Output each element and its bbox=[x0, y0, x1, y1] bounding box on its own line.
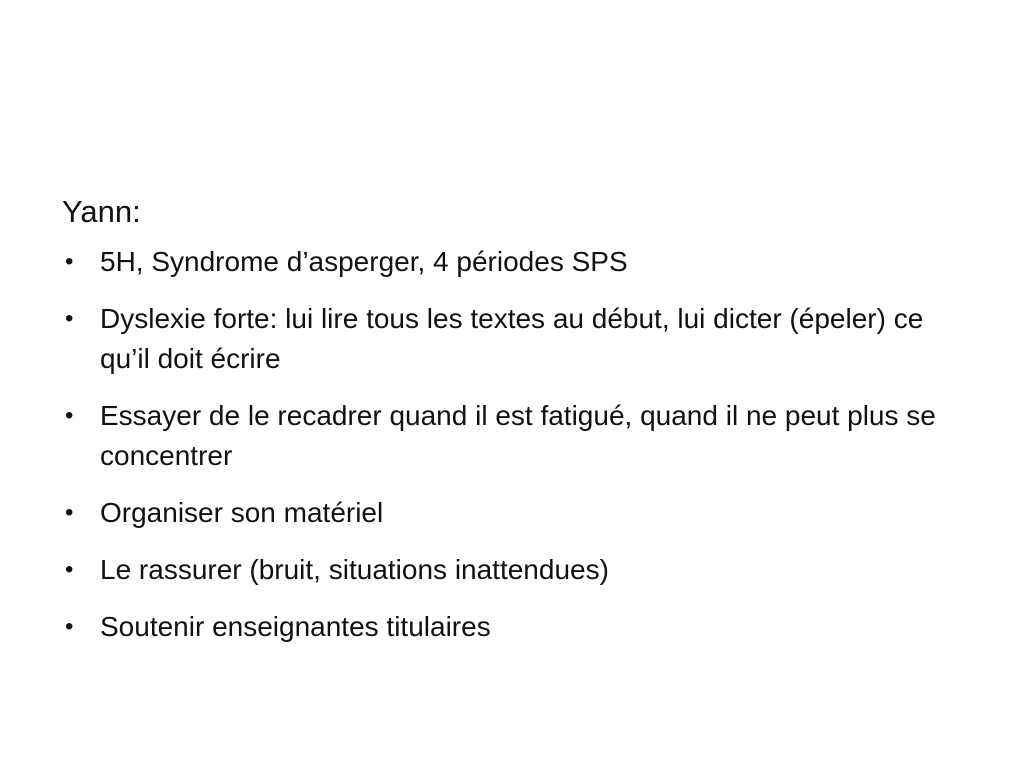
slide-heading: Yann: bbox=[62, 194, 141, 229]
bullet-text: 5H, Syndrome d’asperger, 4 périodes SPS bbox=[100, 246, 628, 277]
slide-content bbox=[62, 188, 962, 664]
bullet-icon: • bbox=[65, 248, 74, 275]
bullet-icon: • bbox=[65, 305, 74, 332]
bullet-text: Organiser son matériel bbox=[100, 497, 384, 528]
bullet-icon: • bbox=[65, 402, 74, 429]
bullet-item bbox=[62, 550, 962, 590]
bullet-text: Le rassurer (bruit, situations inattendues) bbox=[100, 554, 609, 585]
bullet-icon: • bbox=[65, 556, 74, 583]
bullet-item bbox=[62, 607, 962, 647]
bullet-list bbox=[62, 242, 962, 647]
bullet-icon: • bbox=[65, 499, 74, 526]
bullet-item bbox=[62, 396, 962, 476]
bullet-item bbox=[62, 242, 962, 282]
bullet-text: Soutenir enseignantes titulaires bbox=[100, 611, 491, 642]
bullet-text: Essayer de le recadrer quand il est fatigué, quand il ne peut plus se concentrer bbox=[100, 400, 936, 471]
bullet-item bbox=[62, 493, 962, 533]
bullet-text: Dyslexie forte: lui lire tous les textes au début, lui dicter (épeler) ce qu’il doit écrire bbox=[100, 303, 924, 374]
bullet-item bbox=[62, 299, 962, 379]
bullet-icon: • bbox=[65, 613, 74, 640]
